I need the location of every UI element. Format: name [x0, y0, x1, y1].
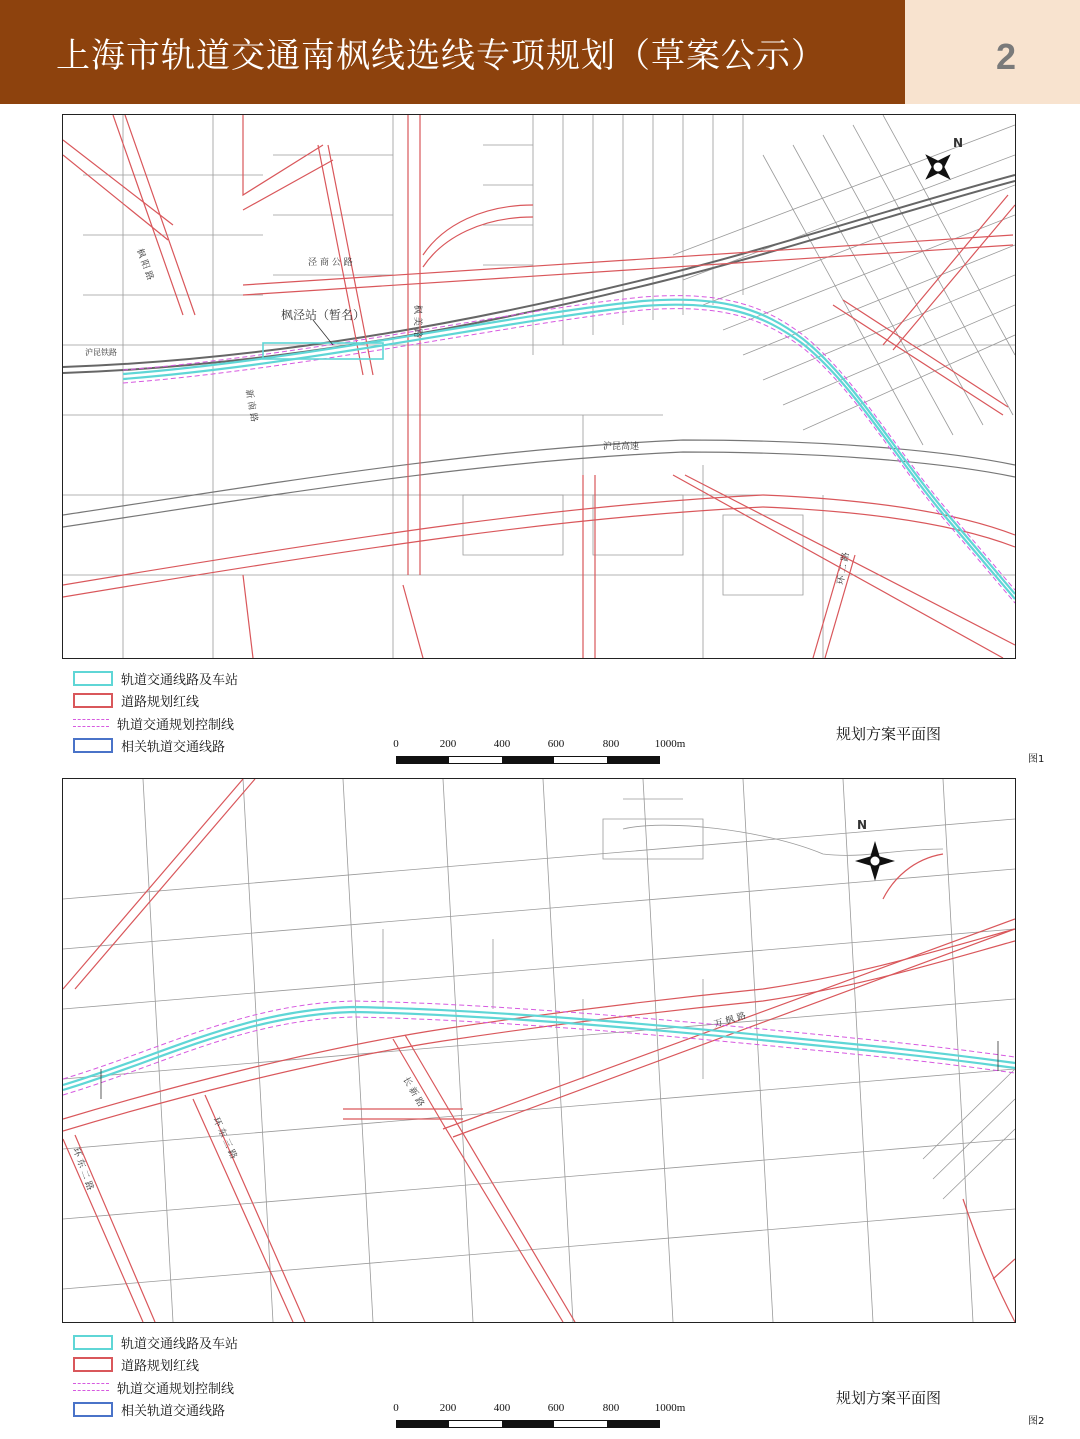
legend-item-road [73, 1354, 238, 1377]
base-linework-1 [63, 115, 1015, 658]
scale-tick: 400 [493, 1402, 511, 1414]
plan-caption-2: 规划方案平面图 [836, 1389, 942, 1407]
legend-label-control: 轨道交通规划控制线 [117, 1381, 235, 1397]
map-2-canvas [63, 779, 1015, 1322]
label-road-xinnan: 新 南 路 [243, 388, 259, 423]
label-expressway: 沪昆高速 [603, 442, 640, 452]
legend-2 [73, 1331, 238, 1421]
legend-item-rail [73, 667, 238, 690]
rail-line-2 [63, 1007, 1015, 1090]
legend-item-related [73, 735, 238, 758]
label-road-wanfeng: 万 枫 路 [713, 1011, 748, 1030]
legend-label-road: 道路规划红线 [121, 695, 200, 711]
scale-tick: 200 [439, 1402, 457, 1414]
legend-label-road: 道路规划红线 [121, 1359, 200, 1375]
legend-item-road [73, 690, 238, 713]
railway-line-1 [63, 175, 1015, 373]
map-figure-1[interactable] [62, 114, 1016, 659]
legend-swatch-related [73, 1402, 113, 1417]
page-header [0, 0, 1080, 104]
label-road-huanxi3: 环 东 三 路 [210, 1116, 239, 1161]
scale-tick: 1000m [654, 1402, 686, 1414]
legend-swatch-control [73, 719, 109, 727]
title-bar [0, 0, 905, 104]
scale-tick: 600 [547, 1402, 565, 1414]
page-number: 2 [996, 36, 1017, 77]
scale-tick: 0 [393, 1402, 399, 1414]
legend-label-related: 相关轨道交通线路 [121, 740, 226, 756]
legend-swatch-rail [73, 1335, 113, 1350]
page-title: 上海市轨道交通南枫线选线专项规划（草案公示） [56, 36, 826, 76]
scale-bar [396, 756, 660, 764]
legend-label-rail: 轨道交通线路及车站 [121, 672, 239, 688]
scalebar-1 [392, 738, 686, 768]
label-road-huanxi2: 环 东 二 路 [70, 1146, 95, 1192]
north-arrow-2 [855, 841, 895, 881]
legend-label-control: 轨道交通规划控制线 [117, 717, 235, 733]
legend-item-control [73, 1376, 238, 1399]
label-road-fengtao: 枫 阳 路 [134, 247, 155, 282]
figure-label-2: 图2 [1028, 1416, 1045, 1427]
label-road-fengmei: 枫 美 路 [412, 305, 422, 338]
legend-label-rail: 轨道交通线路及车站 [121, 1336, 239, 1352]
legend-swatch-control [73, 1383, 109, 1391]
legend-label-related: 相关轨道交通线路 [121, 1404, 226, 1420]
road-red-lines-1 [63, 115, 1015, 658]
north-arrow-1 [921, 150, 955, 184]
label-road-huaner: 环 二 路 [836, 551, 852, 586]
north-label-2: N [857, 818, 868, 832]
legend-swatch-rail [73, 671, 113, 686]
scale-tick: 200 [439, 738, 457, 750]
label-railway: 沪昆铁路 [85, 348, 117, 357]
legend-1 [73, 667, 238, 757]
scalebar-2 [392, 1402, 686, 1432]
legend-item-related [73, 1399, 238, 1422]
scale-tick: 400 [493, 738, 511, 750]
label-road-jingzhen: 泾 商 公 路 [308, 258, 353, 268]
plan-caption-1: 规划方案平面图 [836, 725, 942, 743]
scale-tick: 0 [393, 738, 399, 750]
figure-label-1: 图1 [1028, 754, 1045, 765]
label-road-xinfeng: 长 新 路 [400, 1075, 426, 1109]
label-station: 枫泾站（暂名） [281, 308, 366, 322]
scale-tick: 1000m [654, 738, 686, 750]
map-figure-2[interactable] [62, 778, 1016, 1323]
legend-item-rail [73, 1331, 238, 1354]
legend-swatch-related [73, 738, 113, 753]
north-label-1: N [953, 136, 964, 150]
legend-item-control [73, 712, 238, 735]
control-lines-1 [123, 296, 1015, 603]
scale-tick: 600 [547, 738, 565, 750]
map-1-canvas [63, 115, 1015, 658]
legend-swatch-road [73, 1357, 113, 1372]
page-number-box [905, 0, 1080, 104]
scale-bar [396, 1420, 660, 1428]
scale-tick: 800 [602, 1402, 620, 1414]
scale-tick: 800 [602, 738, 620, 750]
legend-swatch-road [73, 693, 113, 708]
